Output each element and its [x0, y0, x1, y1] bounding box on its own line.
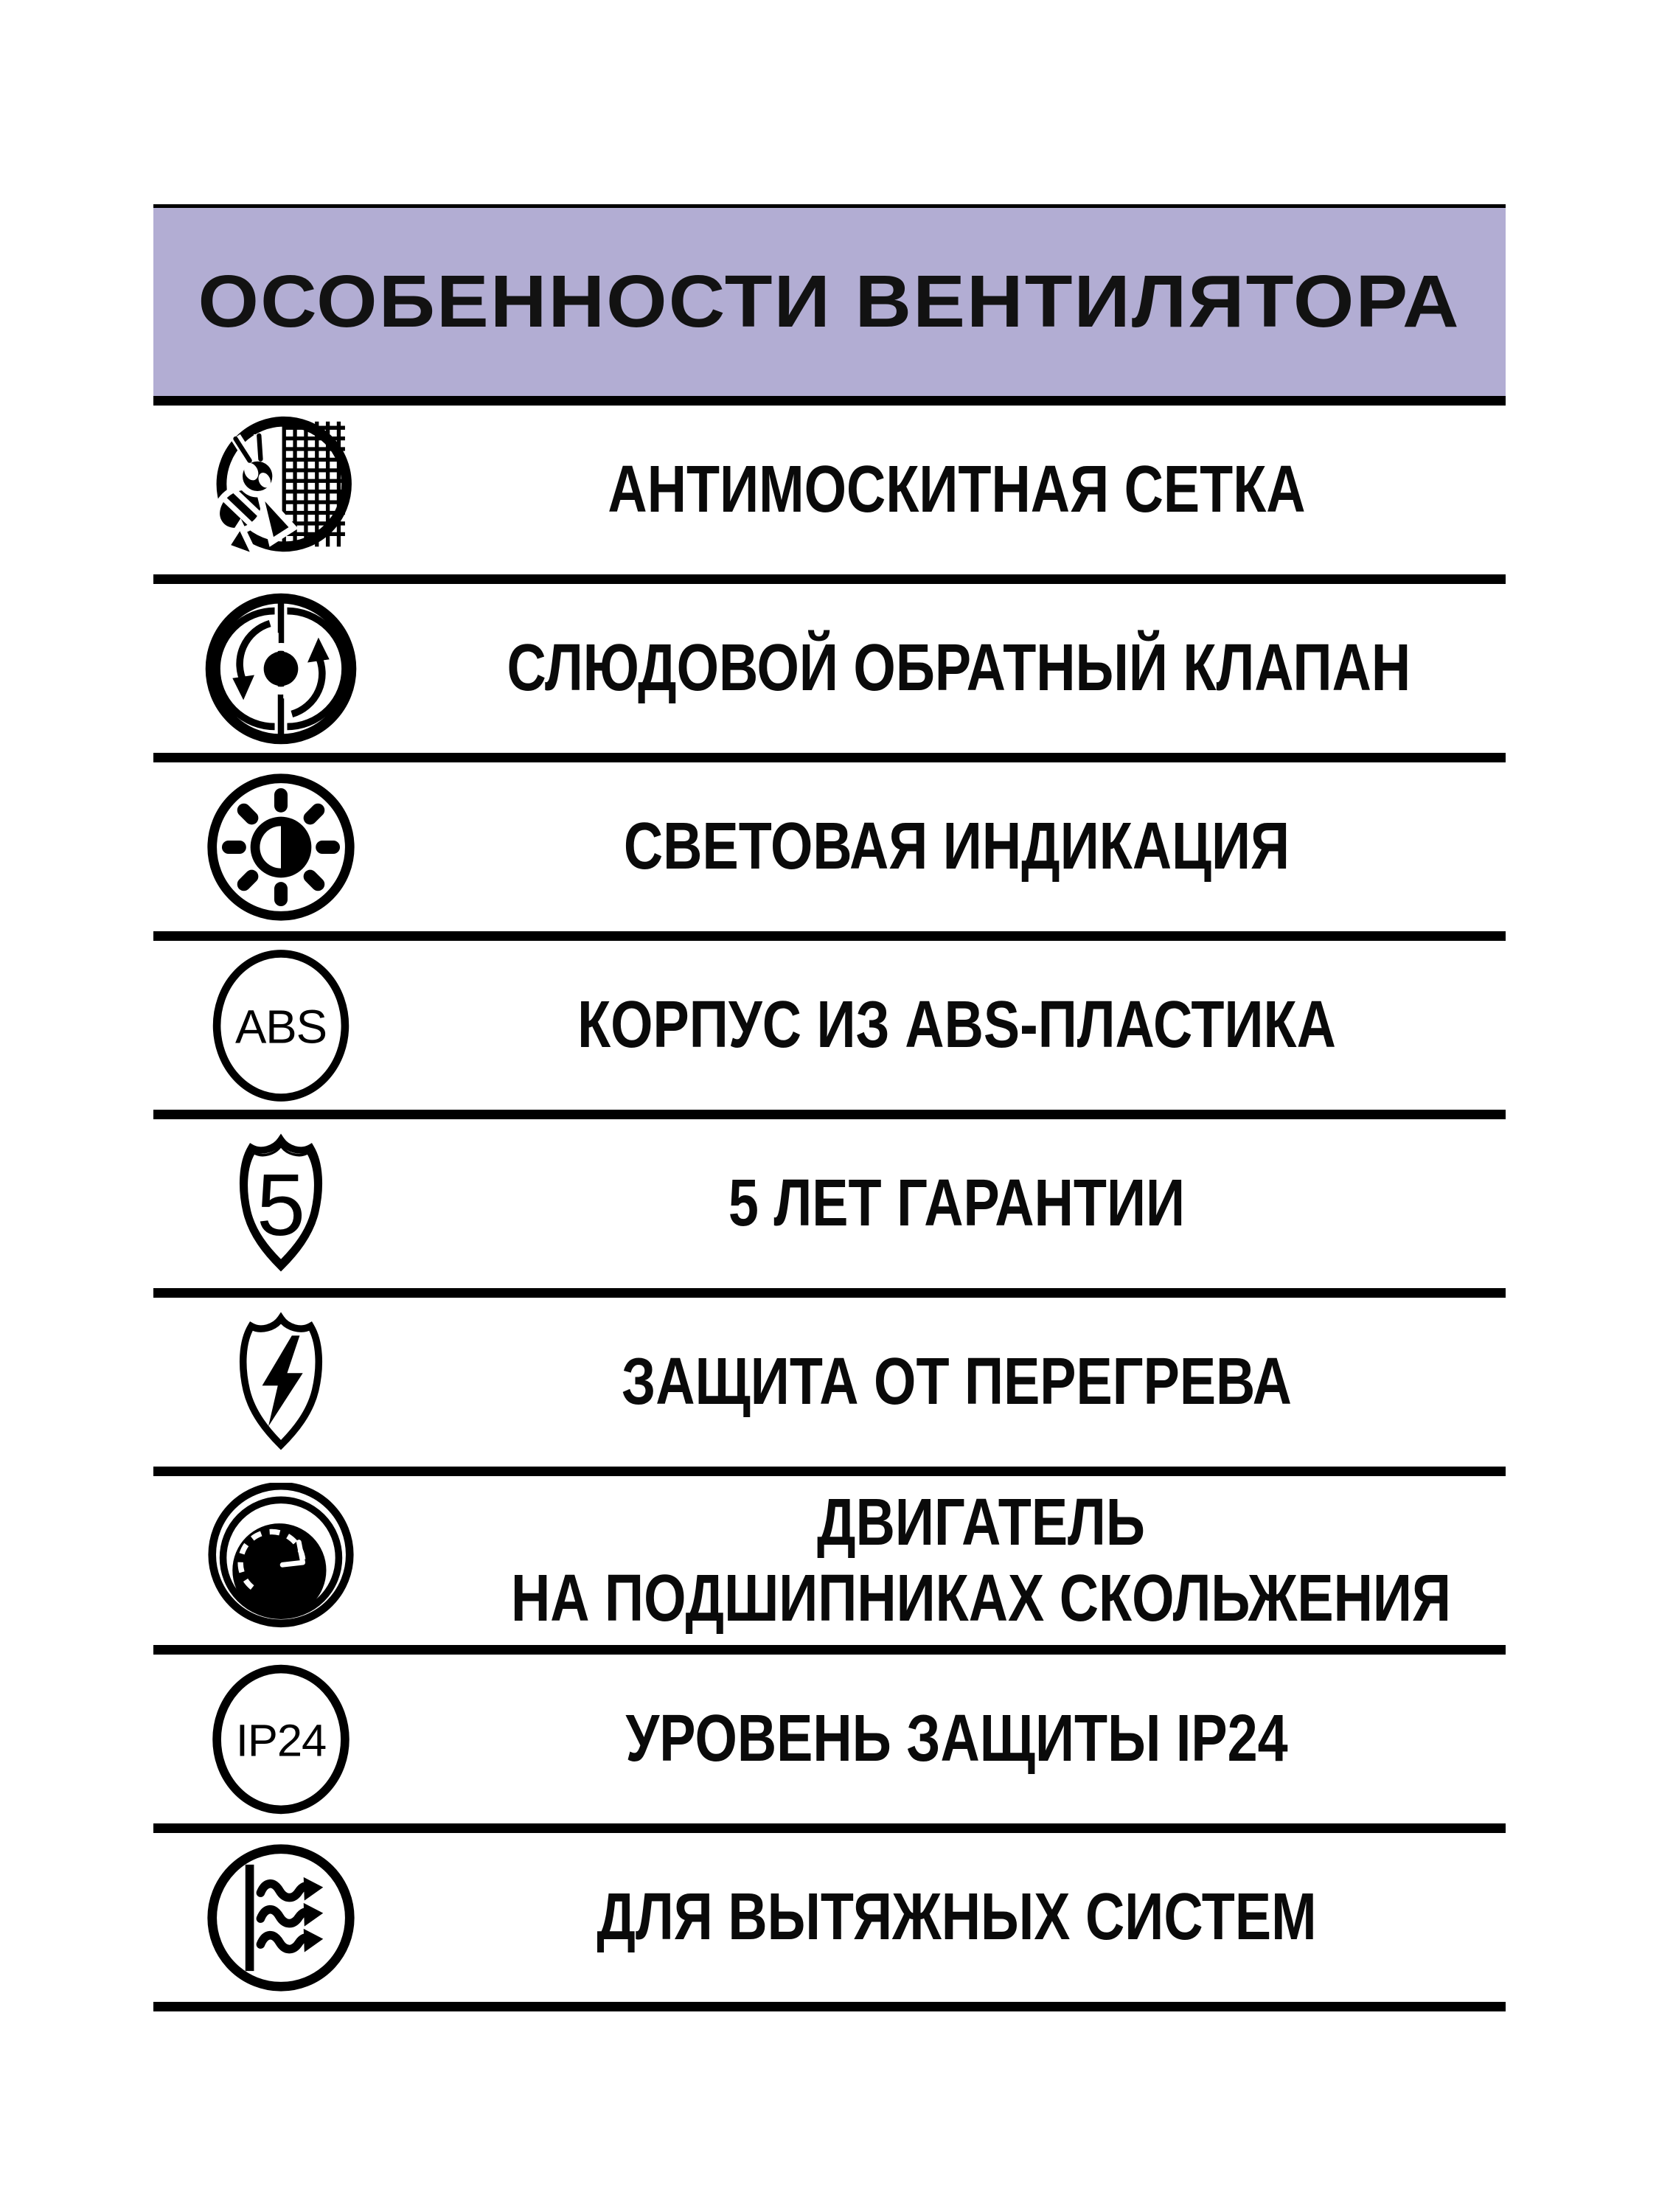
header-banner [153, 204, 1506, 406]
feature-row [153, 1833, 1506, 2011]
feature-sheet [153, 204, 1506, 2011]
feature-label [408, 1344, 1506, 1420]
svg-text:5: 5 [256, 1156, 305, 1254]
feature-icon-cell [153, 1126, 408, 1282]
svg-text:ABS: ABS [234, 1001, 327, 1054]
feature-label [408, 630, 1510, 706]
feature-label-line: ЗАЩИТА ОТ ПЕРЕГРЕВА [622, 1345, 1292, 1419]
warranty-shield-icon [203, 1126, 359, 1282]
feature-row [153, 1298, 1506, 1476]
feature-row [153, 584, 1506, 762]
feature-label-line: ДВИГАТЕЛЬ [817, 1485, 1145, 1559]
feature-label [408, 1879, 1506, 1955]
feature-icon-cell [153, 412, 408, 568]
feature-row [153, 941, 1506, 1119]
feature-label-line: АНТИМОСКИТНАЯ СЕТКА [608, 453, 1306, 527]
feature-label-line: СВЕТОВАЯ ИНДИКАЦИЯ [623, 810, 1290, 884]
feature-row [153, 1119, 1506, 1298]
light-indication-icon [203, 769, 359, 925]
feature-icon-cell [153, 769, 408, 925]
feature-label [408, 987, 1506, 1063]
feature-row [153, 1476, 1506, 1655]
sliding-bearing-icon [203, 1483, 359, 1639]
feature-rows [153, 406, 1506, 2011]
feature-label [408, 452, 1506, 528]
feature-label [408, 809, 1506, 885]
feature-label-line: УРОВЕНЬ ЗАЩИТЫ IP24 [625, 1702, 1288, 1776]
check-valve-icon [203, 591, 359, 747]
feature-label [408, 1485, 1554, 1636]
feature-label [408, 1701, 1506, 1777]
feature-label-line: 5 ЛЕТ ГАРАНТИИ [728, 1166, 1186, 1241]
feature-icon-cell [153, 1840, 408, 1996]
overheat-protection-icon [203, 1304, 359, 1461]
feature-icon-cell [153, 591, 408, 747]
feature-label-line: КОРПУС ИЗ ABS-ПЛАСТИКА [577, 988, 1336, 1062]
mosquito-net-icon [203, 412, 359, 568]
feature-row [153, 406, 1506, 584]
feature-icon-cell [153, 1661, 408, 1818]
ip24-icon [203, 1661, 359, 1818]
svg-text:IP24: IP24 [235, 1715, 326, 1767]
page-title: ОСОБЕННОСТИ ВЕНТИЛЯТОРА [198, 260, 1461, 343]
feature-icon-cell [153, 947, 408, 1104]
feature-label-line: НА ПОДШИПНИКАХ СКОЛЬЖЕНИЯ [510, 1561, 1451, 1635]
feature-row [153, 762, 1506, 941]
feature-row [153, 1655, 1506, 1833]
feature-label-line: СЛЮДОВОЙ ОБРАТНЫЙ КЛАПАН [507, 631, 1411, 706]
feature-label-line: ДЛЯ ВЫТЯЖНЫХ СИСТЕМ [597, 1880, 1317, 1955]
feature-icon-cell [153, 1483, 408, 1639]
feature-label [408, 1166, 1506, 1242]
exhaust-system-icon [203, 1840, 359, 1996]
feature-icon-cell [153, 1304, 408, 1461]
abs-plastic-icon [203, 947, 359, 1104]
